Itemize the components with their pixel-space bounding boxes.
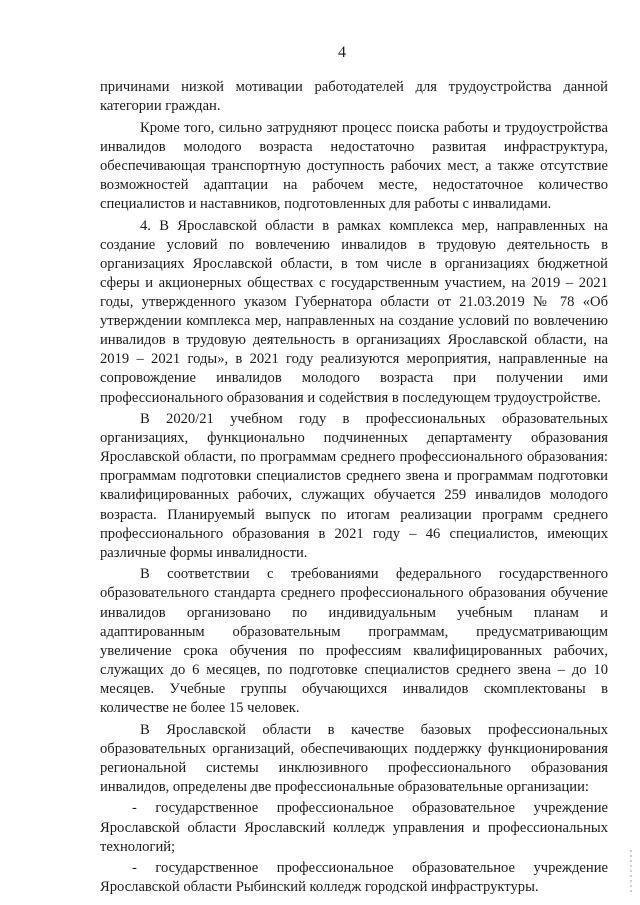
paragraph-continuation: причинами низкой мотивации работодателей для трудоустройства данной категории граждан. bbox=[100, 79, 608, 115]
paragraph-standards: В соответствии с требованиями федерального государственного образовательного стандарта среднего профессионального образования обучение инвалидов организовано по индивидуальным учебным планам и адаптированным образовательным программам, предусматривающим увеличение срока обучения по профессиям квалифицированных рабочих, служащих до 6 месяцев, по подготовке специалистов среднего звена – до 10 месяцев. Учебные группы обучающихся инвалидов скомплектованы в количестве не более 15 человек. bbox=[100, 566, 608, 716]
list-item-yaroslavl-college: - государственное профессиональное образовательное учреждение Ярославской области Ярославский колледж управления и профессиональных технологий; bbox=[100, 800, 608, 855]
paragraph-item-4: 4. В Ярославской области в рамках комплекса мер, направленных на создание условий по вовлечению инвалидов в трудовую деятельность в организациях Ярославской области, в том числе в организациях бюджетной сферы и акционерных обществах с государственным участием, на 2019 – 2021 годы, утвержденного указом Губернатора области от 21.03.2019 № 78 «Об утверждении комплекса мер, направленных на создание условий по вовлечению инвалидов в трудовую деятельность в организациях Ярославской области, на 2019 – 2021 годы», в 2021 году реализуются мероприятия, направленные на сопровождение инвалидов молодого возраста при получении ими профессионального образования и содействия в последующем трудоустройстве. bbox=[100, 217, 608, 406]
page-number: 4 bbox=[338, 44, 346, 61]
paragraph-academic-year: В 2020/21 учебном году в профессиональных образовательных организациях, функционально подчиненных департаменту образования Ярославской области, по программам среднего профессионального образования: программам подготовки специалистов среднего звена и программам подготовки квалифицированных рабочих, служащих обучается 259 инвалидов молодого возраста. Планируемый выпуск по итогам реализации программ среднего профессионального образования в 2021 году – 46 специалистов, имеющих различные формы инвалидности. bbox=[100, 411, 608, 561]
paragraph-infrastructure: Кроме того, сильно затрудняют процесс поиска работы и трудоустройства инвалидов молодого возраста недостаточно развитая инфраструктура, обеспечивающая транспортную доступность рабочих мест, а также отсутствие возможностей адаптации на рабочем месте, недостаточное количество специалистов и наставников, подготовленных для работы с инвалидами. bbox=[100, 119, 608, 213]
scan-edge-mark bbox=[630, 850, 632, 892]
paragraph-base-organizations: В Ярославской области в качестве базовых профессиональных образовательных организаций, обеспечивающих поддержку функционирования региональной системы инклюзивного профессионального образования инвалидов, определены две профессиональные образовательные организации: bbox=[100, 721, 608, 795]
document-body bbox=[100, 78, 608, 900]
list-item-rybinsk-college: - государственное профессиональное образовательное учреждение Ярославской области Рыбинский колледж городской инфраструктуры. bbox=[100, 860, 608, 896]
